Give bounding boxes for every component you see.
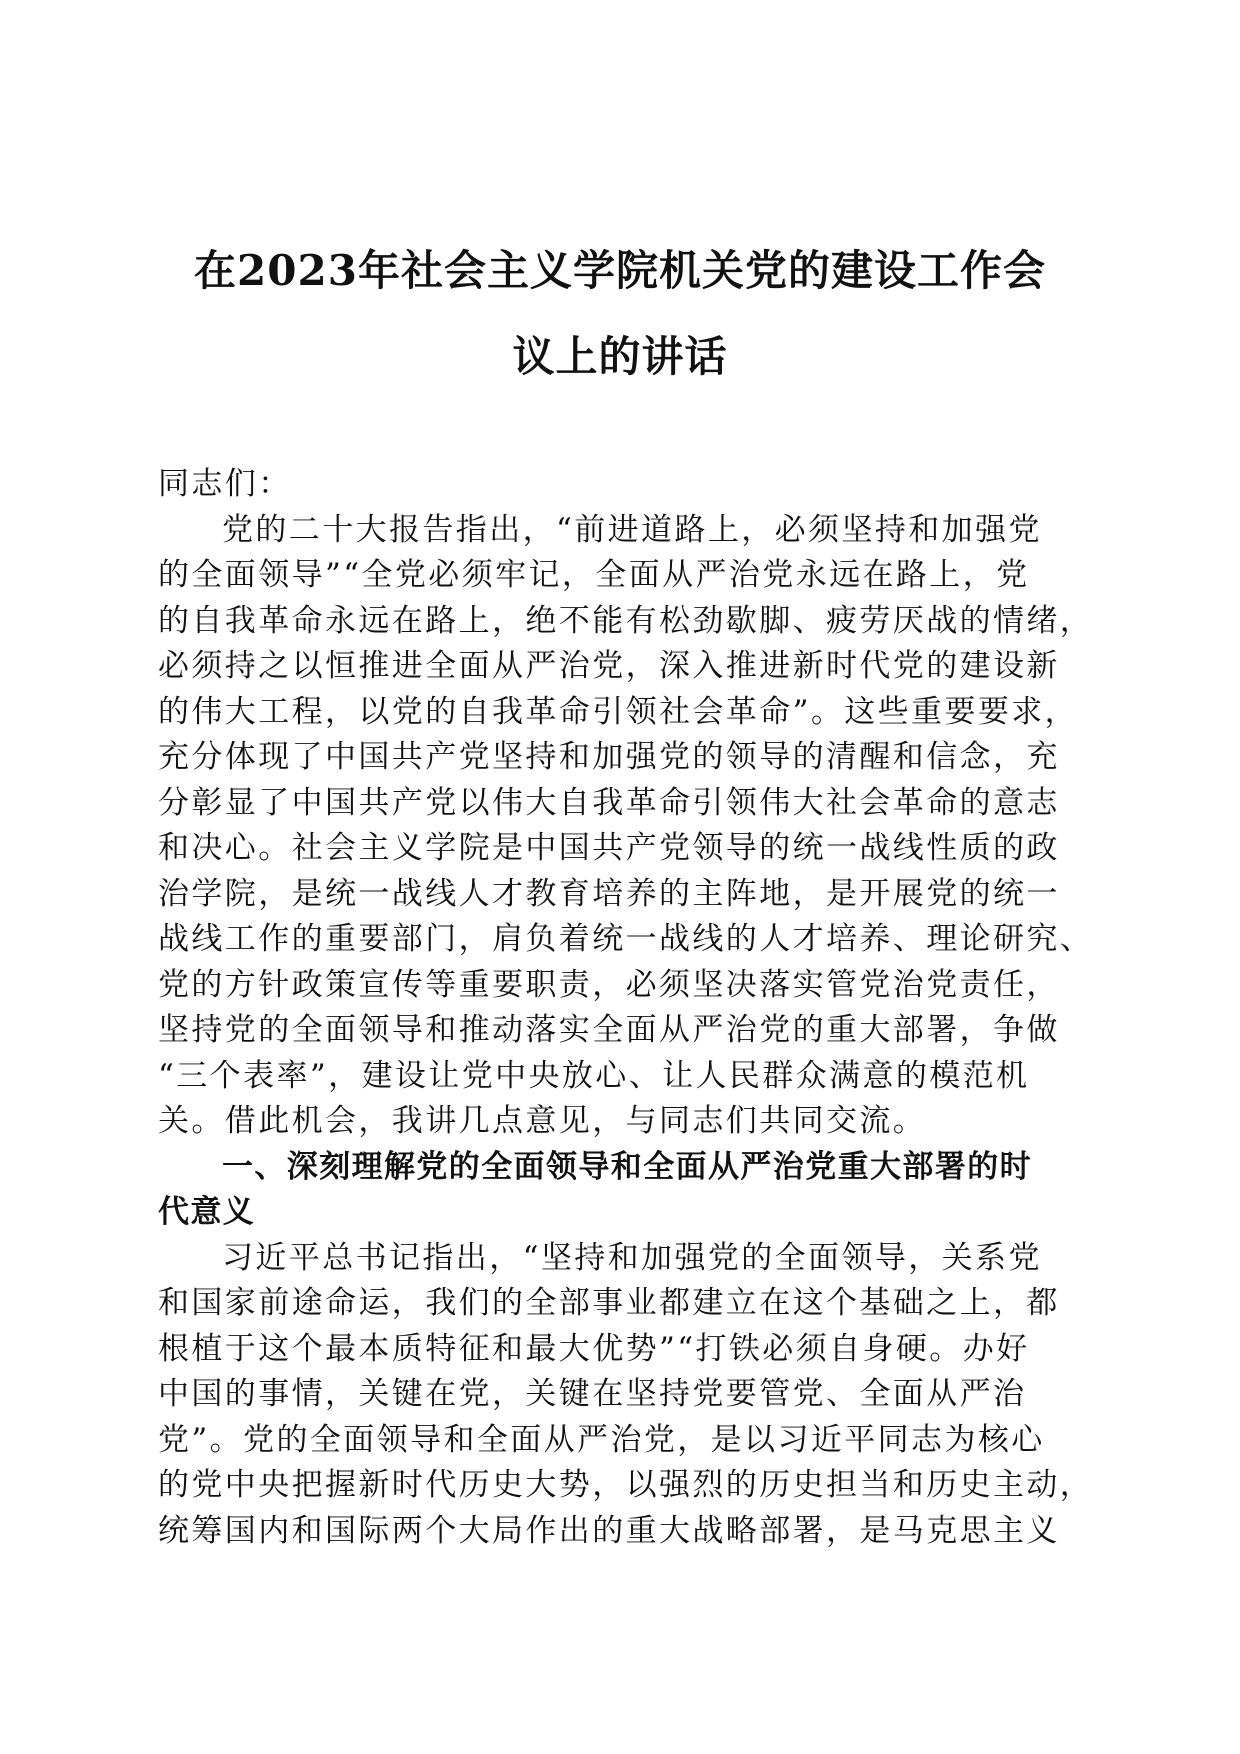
paragraph-line: “三个表率”，建设让党中央放心、让人民群众满意的模范机: [158, 1057, 1030, 1094]
title-line-2: 议上的讲话: [512, 332, 728, 381]
paragraph-2: [158, 1236, 1094, 1555]
document-title: [160, 228, 1080, 400]
paragraph-line: 治学院，是统一战线人才教育培养的主阵地，是开展党的统一: [158, 875, 1060, 912]
paragraph-line: 党的二十大报告指出，“前进道路上，必须坚持和加强党: [222, 511, 1042, 548]
paragraph-line: 的自我革命永远在路上，绝不能有松劲歇脚、疲劳厌战的情绪，: [158, 602, 1094, 639]
paragraph-line: 和国家前途命运，我们的全部事业都建立在这个基础之上，都: [158, 1285, 1060, 1321]
paragraph-line: 统筹国内和国际两个大局作出的重大战略部署，是马克思主义: [158, 1512, 1060, 1549]
heading-line: 代意义: [158, 1194, 256, 1230]
paragraph-1: [158, 508, 1094, 1145]
paragraph-line: 中国的事情，关键在党，关键在坚持党要管党、全面从严治: [158, 1376, 1027, 1412]
speech-body: [158, 462, 1094, 1554]
paragraph-line: 习近平总书记指出，“坚持和加强党的全面领导，关系党: [222, 1239, 1042, 1276]
paragraph-line: 必须持之以恒推进全面从严治党，深入推进新时代党的建设新: [158, 648, 1060, 684]
paragraph-line: 的伟大工程，以党的自我革命引领社会革命”。这些重要要求，: [158, 693, 1079, 730]
paragraph-line: 和决心。社会主义学院是中国共产党领导的统一战线性质的政: [158, 830, 1060, 866]
heading-line: 一、深刻理解党的全面领导和全面从严治党重大部署的时: [222, 1148, 1032, 1185]
paragraph-line: 关。借此机会，我讲几点意见，与同志们共同交流。: [158, 1103, 927, 1139]
paragraph-line: 的党中央把握新时代历史大势，以强烈的历史担当和历史主动，: [158, 1467, 1094, 1503]
paragraph-line: 分彰显了中国共产党以伟大自我革命引领伟大社会革命的意志: [158, 784, 1060, 821]
section-heading-1: [158, 1145, 1078, 1236]
paragraph-line: 的全面领导”“全党必须牢记，全面从严治党永远在路上，党: [158, 557, 1030, 593]
paragraph-line: 充分体现了中国共产党坚持和加强党的领导的清醒和信念，充: [158, 739, 1060, 775]
paragraph-line: 坚持党的全面领导和推动落实全面从严治党的重大部署，争做: [158, 1012, 1060, 1048]
salutation: 同志们：: [158, 466, 292, 502]
title-line-1: 在2023年社会主义学院机关党的建设工作会: [194, 246, 1046, 295]
paragraph-line: 根植于这个最本质特征和最大优势”“打铁必须自身硬。办好: [158, 1330, 1030, 1367]
paragraph-line: 党”。党的全面领导和全面从严治党，是以习近平同志为核心: [158, 1421, 1045, 1458]
paragraph-line: 战线工作的重要部门，肩负着统一战线的人才培养、理论研究、: [158, 921, 1094, 957]
paragraph-line: 党的方针政策宣传等重要职责，必须坚决落实管党治党责任，: [158, 966, 1060, 1003]
